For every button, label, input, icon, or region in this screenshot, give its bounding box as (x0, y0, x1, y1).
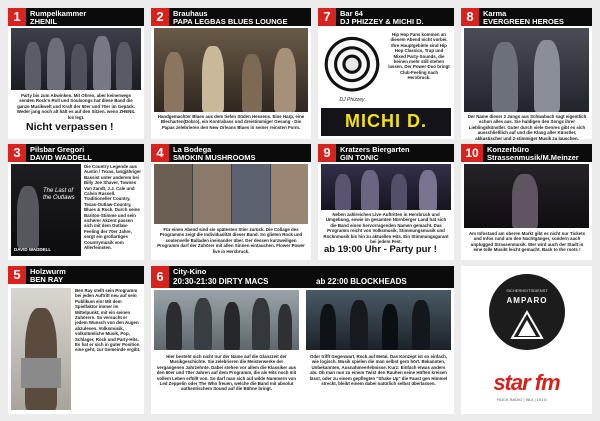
amparo-top-text: SICHERHEITSDIENST (506, 288, 548, 293)
band-photo (464, 28, 589, 112)
michi-d-label: MICHI D. (345, 111, 427, 131)
card-number: 7 (318, 8, 336, 26)
card-header (8, 266, 144, 284)
venue-name: Brauhaus (173, 9, 208, 18)
blockheads-photo (306, 290, 451, 350)
card-number: 1 (8, 8, 26, 26)
card-bar64 (318, 8, 454, 139)
band-name: GIN TONIC (340, 153, 379, 162)
band-description: Der Name dieser 2 Jungs aus Schwabach sagt eigentlich schon alles aus. Sie huldigen den Songs ihrer Lieblingskünstler. Guter durch viele Genres gibt es sich ausschließlich auf und die Klang aller Künstler, akkustischer und 2-stimmiger Musik zu lauschen. (467, 114, 587, 141)
sponsor-panel (461, 266, 592, 414)
set-dirty-macs: 20:30-21:30 DIRTY MACS (173, 277, 269, 286)
band-description: Die Country Legende aus Austin / Texas, langjähriger Bassist unter anderem bei Billy Joe Shaver, Townes Van Zandt, J.J. Cale und Calvin Russell. Traditioneller Country, Texas-Outlaw-Country, Blues & Rock. Durch seine Bariton-Stimme und sein sicherer Akzent passen sich mit dem Outlaw-Feeling der 70er Jahre, sorgt ein großartiges Countrymusik vom Allerfeinsten. (84, 164, 142, 251)
time-line: ab 19:00 Uhr - Party pur ! (324, 244, 437, 255)
band-name: PAPA LEGBAS BLUES LOUNGE (173, 17, 288, 26)
card-konzerbuero (461, 144, 592, 260)
venue-name: Holzwurm (30, 267, 66, 276)
venue-name: Konzerbüro (487, 145, 530, 154)
band-photo (154, 164, 308, 224)
band-name: SMOKIN MUSHROOMS (173, 153, 256, 162)
artist-photo (11, 288, 71, 410)
band-photo (154, 28, 308, 112)
card-holzwurm (8, 266, 144, 414)
card-kratzers-biergarten (318, 144, 454, 260)
amparo-logo (489, 274, 565, 350)
venue-name: Karma (483, 9, 507, 18)
dirty-macs-description: Hier besteht sich nicht nur der Name auf die Glanzzeit der Musikgeschichte. Sie zelebrieren die Meisterwerke der vergangenen Jahrzehnte. Dabei stehen vor allem die Klassiker aus den 60er und 70er Jahren auf dem Programm, die als Hits noch mit vollem Leben erfüllt von. So darf man sich auf wilde Nummern von Led Zeppelin oder The Who freuen, welche die Band mit absolut authentischem Sound auf die Bühne bringt. (156, 354, 297, 392)
band-description: Ben Ray stellt sein Programm bei jeden Auftritt neu auf sein Publikum ein! Mit dem Spielfaktor immer im Mittelpunkt, mit ein seinen Zuhörern. So versucht er jedem Wunsch von den Augen abzulesen. Volksmusik, volkstümliche Musik, Pop, Schlager, Rock und Party-Hits. Es hat er sich in guter Position eine geht, zur Gemeinde ergibt. (75, 288, 141, 353)
band-description: Am Infostand am oberen Markt gibt es nicht nur Tickets und Infos rund um den Nachtgänger, sondern auch unplugged Strassenmusik. Wer wird auch der Stadt in eine tolle Musikt leicht gemacht. Back to the roots ! (468, 231, 586, 253)
band-name: EVERGREEN HEROES (483, 17, 564, 26)
band-name: Strassenmusik/M.Meinzer (487, 153, 579, 162)
venue-name: Kratzers Biergarten (340, 145, 410, 154)
venue-name: Rumpelkammer (30, 9, 87, 18)
band-name: ZHENIL (30, 17, 58, 26)
card-number: 8 (461, 8, 479, 26)
amparo-name: AMPARO (506, 296, 548, 305)
tagline: Nicht verpassen ! (26, 121, 114, 133)
card-header (151, 266, 454, 288)
starfm-subline: ROCK RADIO | 98,4 | 101,6 (497, 397, 547, 402)
card-number: 3 (8, 144, 26, 162)
band-name: BEN RAY (30, 275, 64, 284)
card-number: 9 (318, 144, 336, 162)
card-karma (461, 8, 592, 139)
michi-d-logo (321, 108, 451, 136)
card-number: 5 (8, 266, 26, 284)
band-photo (11, 28, 141, 90)
album-title: The Last of the Outlaws (43, 188, 75, 201)
band-photo (321, 164, 451, 210)
card-la-bodega (151, 144, 311, 260)
starfm-logo: star fm (493, 370, 560, 395)
dirty-macs-photo (154, 290, 299, 350)
card-header (318, 144, 454, 162)
album-cover (11, 164, 81, 256)
card-header (8, 144, 144, 162)
band-description: Party bis zum Abwinken. Mit Ohren, aber keinerwegs senden Rock'n Roll und Soulsongs hat diese Band die ganze Musikwelt und Kraft der 60er und 70er im Gepäck. Weder jang noch alt hält es auf den Sitzen, wenn ZHENIL los legt. (16, 93, 136, 120)
band-description: Handgemachter Blues aus dem tiefen Süden Hessens. Eine Harp, eine Blecharten(Dobro), ein Kontrabass und dreistimmiger Gesang - Die Papas zelebrieren den New Orleans Blues in seiner reinsten Form. (157, 114, 305, 130)
band-description: Hip Hop Fans kommen an diesem Abend nicht vorbei. Ihre Hauptgebiete sind Hip Hop Classics, Trap und Mixed Party-Sounds, die keinen mehr still stehen lassen. Der Power-Duo bringt Club-Feeling nach Herxbruck. (388, 32, 450, 81)
card-header (151, 8, 311, 26)
venue-name: City-Kino (173, 267, 207, 276)
card-header (8, 8, 144, 26)
band-name: DJ PHIZZEY & MICHI D. (340, 17, 424, 26)
artist-photo (464, 164, 589, 228)
card-number: 10 (461, 144, 483, 162)
card-header (151, 144, 311, 162)
amparo-triangle-icon (510, 310, 544, 340)
set-blockheads: ab 22:00 BLOCKHEADS (316, 277, 407, 286)
blockheads-description: Oder trifft Gegenwart, Rock auf Metal. Das Konzept ist so einfach, wie logisch. Musik spielen die man selbst gern hört. Bekannten, Unbekannten, Ausnahmeerlebnisse. Kurz: Einfach etwas anders als. Ob man nun zu einem Twist den Rauhen seine Hüften kreisen lässt, oder zu einem gepflegten "Shake Up" die Faust gen Himmel streckt, bleibt einem dabei natürlich selbst überlassen. (309, 354, 448, 387)
card-number: 6 (151, 266, 169, 288)
band-description: Neben zahlreichen Live-Auftritten in Hersbruck und Umgebung, sowie im gesamten Nürnberger Land hat sich die Band einen hervorragenden Namen gemacht. Das Programm reicht von Volksmusik, Stimmungsmusik und Rocknmusik bis hin zu aktuellen Hits. Ein Stimmungsgarant bei jedem Fest. (323, 212, 449, 245)
band-description: Für einen Abend sind sie spätesten Stier zurück. Die Collage des Programms zeigt die Individualität dieser Band. So glieten Rock und soulenvelle Balladen ineinander über. Der dessen kurzweiligen Programm darf der Zuhörer mit allen Sinnen eintauchen. Flower Power live in Herxbruck. (157, 227, 305, 254)
card-number: 4 (151, 144, 169, 162)
card-header (318, 8, 454, 26)
card-rumpelkammer (8, 8, 144, 139)
dj-logo-label: DJ Phizzey (339, 97, 365, 103)
venue-name: Pilsbar Gregori (30, 145, 85, 154)
band-name: DAVID WADDELL (30, 153, 92, 162)
card-header (461, 144, 592, 162)
dj-phizzey-logo (321, 30, 383, 106)
card-header (461, 8, 592, 26)
venue-name: La Bodega (173, 145, 212, 154)
card-pilsbar-gregori (8, 144, 144, 260)
card-brauhaus (151, 8, 311, 139)
venue-name: Bar 64 (340, 9, 363, 18)
card-city-kino (151, 266, 454, 414)
album-artist: DAVID WADDELL (14, 247, 52, 252)
card-number: 2 (151, 8, 169, 26)
